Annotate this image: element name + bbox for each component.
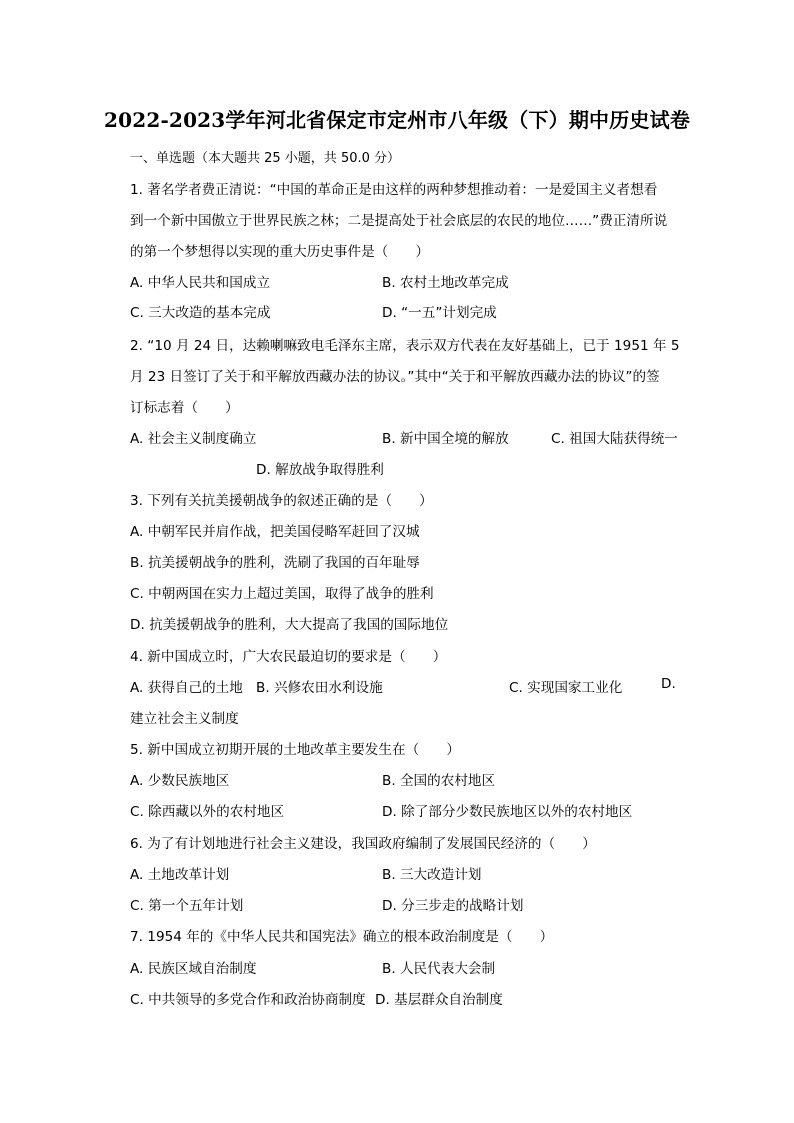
question-4-option-c[interactable]: C. 实现国家工业化 xyxy=(509,680,623,696)
question-5-option-c[interactable]: C. 除西藏以外的农村地区 xyxy=(130,804,285,820)
question-6-option-d[interactable]: D. 分三步走的战略计划 xyxy=(382,898,524,914)
question-3-option-c[interactable]: C. 中朝两国在实力上超过美国，取得了战争的胜利 xyxy=(130,586,434,602)
question-6-line-1: 6. 为了有计划地进行社会主义建设，我国政府编制了发展国民经济的（ ） xyxy=(130,836,596,852)
question-5-option-a[interactable]: A. 少数民族地区 xyxy=(130,773,230,789)
question-4-option-a[interactable]: A. 获得自己的土地 xyxy=(130,680,243,696)
question-2-line-1: 2. “10 月 24 日，达赖喇嘛致电毛泽东主席，表示双方代表在友好基础上，已于 1951 年 5 xyxy=(130,338,680,354)
question-2-option-c[interactable]: C. 祖国大陆获得统一 xyxy=(551,431,678,447)
question-4-line-1: 4. 新中国成立时，广大农民最迫切的要求是（ ） xyxy=(130,649,447,665)
question-2-option-b[interactable]: B. 新中国全境的解放 xyxy=(382,431,509,447)
question-2-option-a[interactable]: A. 社会主义制度确立 xyxy=(130,431,257,447)
question-1-line-1: 1. 著名学者费正清说：“中国的革命正是由这样的两种梦想推动着：一是爱国主义者想看 xyxy=(130,182,658,198)
question-1-option-d[interactable]: D. “一五”计划完成 xyxy=(382,305,497,321)
question-5-option-d[interactable]: D. 除了部分少数民族地区以外的农村地区 xyxy=(382,804,633,820)
section-heading: 一、单选题（本大题共 25 小题，共 50.0 分） xyxy=(130,151,401,166)
question-6-option-b[interactable]: B. 三大改造计划 xyxy=(382,867,482,883)
question-4-option-d-text[interactable]: 建立社会主义制度 xyxy=(130,711,239,727)
question-5-line-1: 5. 新中国成立初期开展的土地改革主要发生在（ ） xyxy=(130,742,460,758)
question-2-line-2: 月 23 日签订了关于和平解放西藏办法的协议。”其中“关于和平解放西藏办法的协议”的签 xyxy=(130,369,660,385)
question-1-option-c[interactable]: C. 三大改造的基本完成 xyxy=(130,305,271,321)
question-7-option-b[interactable]: B. 人民代表大会制 xyxy=(382,961,496,977)
question-7-option-c[interactable]: C. 中共领导的多党合作和政治协商制度 xyxy=(130,992,366,1008)
question-4-option-d[interactable]: D. xyxy=(661,676,676,692)
question-7-option-a[interactable]: A. 民族区域自治制度 xyxy=(130,961,257,977)
question-1-line-3: 的第一个梦想得以实现的重大历史事件是（ ） xyxy=(130,244,430,260)
question-5-option-b[interactable]: B. 全国的农村地区 xyxy=(382,773,496,789)
question-1-line-2: 到一个新中国傲立于世界民族之林；二是提高处于社会底层的农民的地位……”费正清所说 xyxy=(130,213,668,229)
question-1-option-b[interactable]: B. 农村土地改革完成 xyxy=(382,275,509,291)
question-3-option-d[interactable]: D. 抗美援朝战争的胜利，大大提高了我国的国际地位 xyxy=(130,617,449,633)
question-7-option-d[interactable]: D. 基层群众自治制度 xyxy=(375,992,503,1008)
question-3-option-b[interactable]: B. 抗美援朝战争的胜利，洗刷了我国的百年耻辱 xyxy=(130,555,420,571)
question-2-option-d[interactable]: D. 解放战争取得胜利 xyxy=(256,462,384,478)
question-1-option-a[interactable]: A. 中华人民共和国成立 xyxy=(130,275,271,291)
question-3-line-1: 3. 下列有关抗美援朝战争的叙述正确的是（ ） xyxy=(130,493,433,509)
exam-title: 2022-2023学年河北省保定市定州市八年级（下）期中历史试卷 xyxy=(103,108,691,132)
question-7-line-1: 7. 1954 年的《中华人民共和国宪法》确立的根本政治制度是（ ） xyxy=(130,929,554,945)
question-4-option-b[interactable]: B. 兴修农田水利设施 xyxy=(256,680,383,696)
question-6-option-c[interactable]: C. 第一个五年计划 xyxy=(130,898,244,914)
question-2-line-3: 订标志着（ ） xyxy=(130,400,239,416)
question-3-option-a[interactable]: A. 中朝军民并肩作战，把美国侵略军赶回了汉城 xyxy=(130,524,420,540)
question-6-option-a[interactable]: A. 土地改革计划 xyxy=(130,867,230,883)
